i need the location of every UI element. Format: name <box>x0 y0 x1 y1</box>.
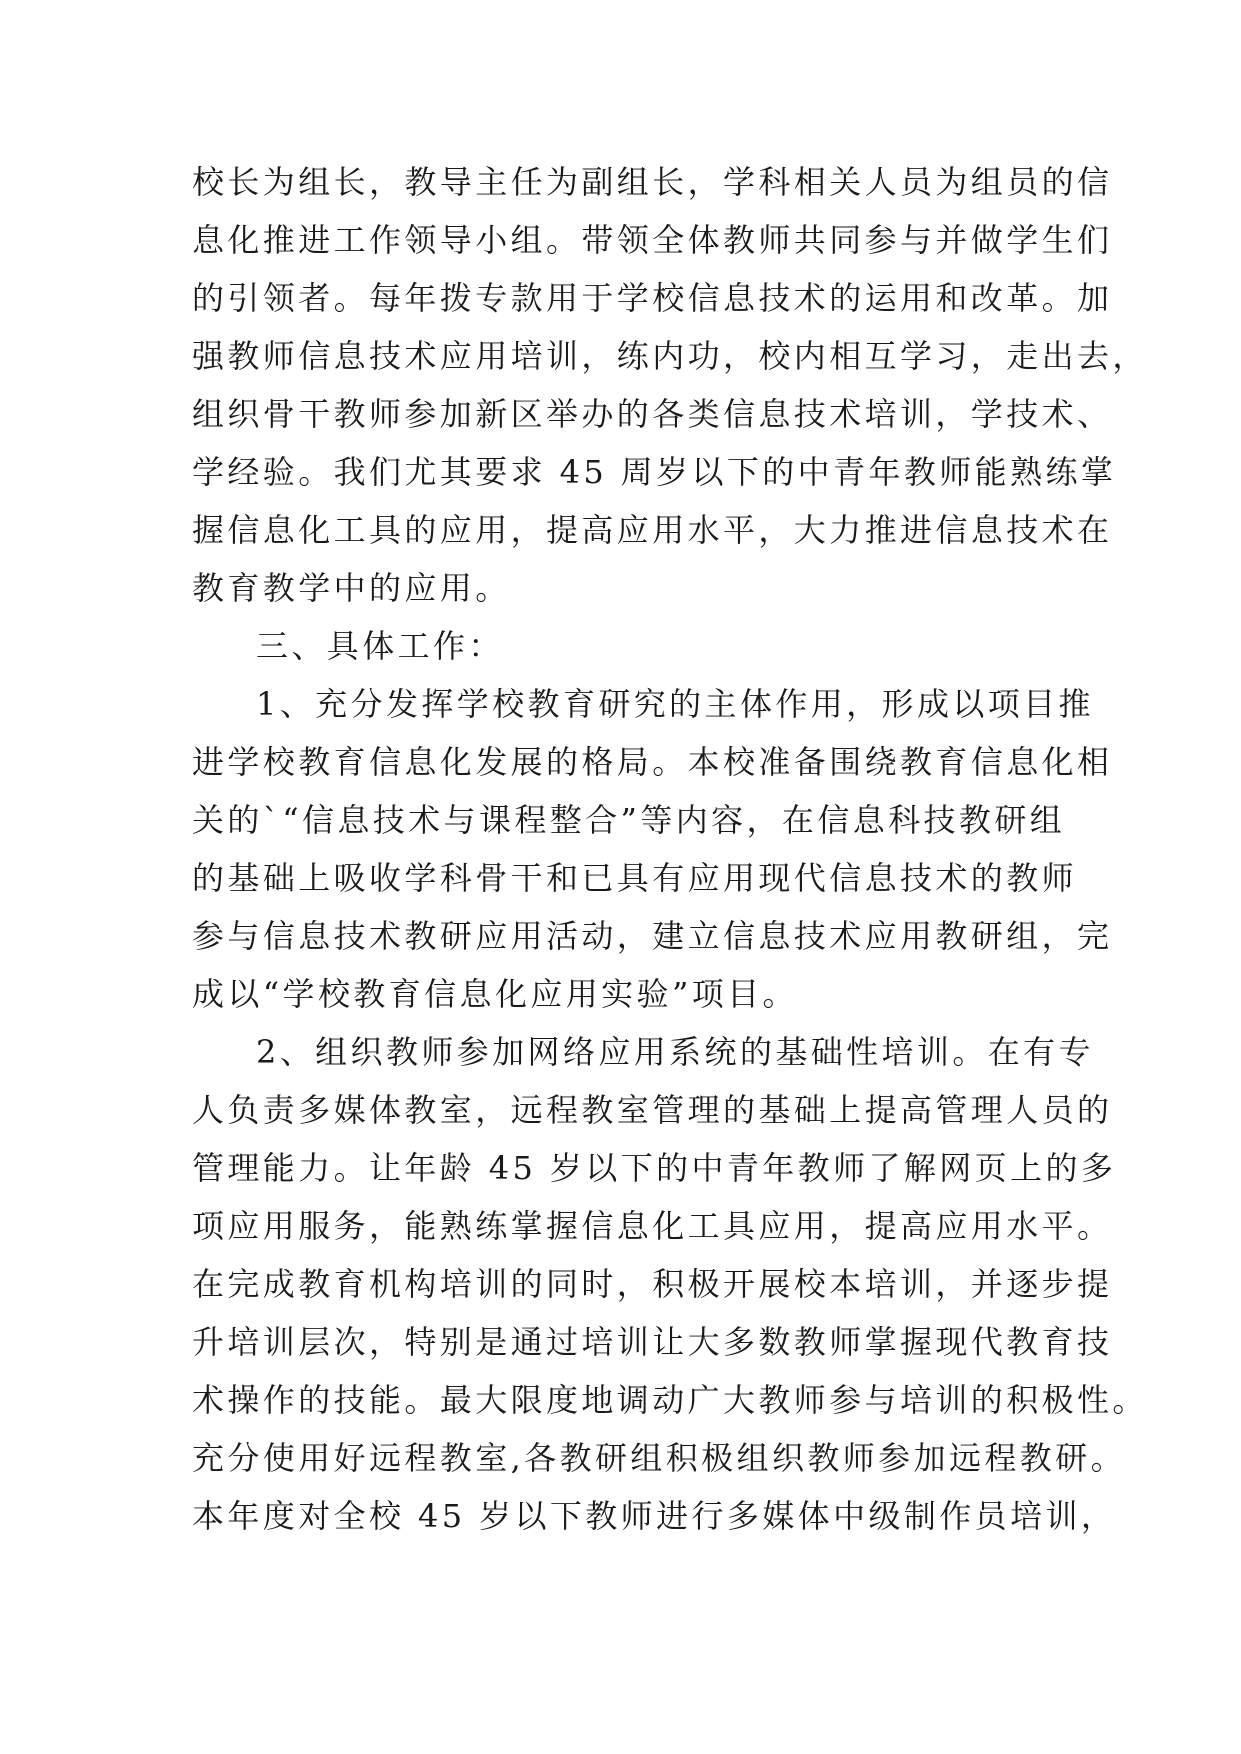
text-line: 校长为组长，教导主任为副组长，学科相关人员为组员的信 <box>192 163 1113 201</box>
text-line: 息化推进工作领导小组。带领全体教师共同参与并做学生们 <box>192 221 1113 259</box>
text-line: 的基础上吸收学科骨干和已具有应用现代信息技术的教师 <box>192 859 1078 897</box>
text-line: 教育教学中的应用。 <box>192 569 511 607</box>
text-line: 术操作的技能。最大限度地调动广大教师参与培训的积极性。 <box>192 1381 1148 1419</box>
document-body <box>192 153 1148 1545</box>
text-line: 握信息化工具的应用，提高应用水平，大力推进信息技术在 <box>192 511 1113 549</box>
text-line: 进学校教育信息化发展的格局。本校准备围绕教育信息化相 <box>192 743 1113 781</box>
text-line: 的引领者。每年拨专款用于学校信息技术的运用和改革。加 <box>192 279 1113 317</box>
text-line: 升培训层次，特别是通过培训让大多数教师掌握现代教育技 <box>192 1323 1113 1361</box>
text-line: 项应用服务，能熟练掌握信息化工具应用，提高应用水平。 <box>192 1207 1113 1245</box>
text-line: 学经验。我们尤其要求 45 周岁以下的中青年教师能熟练掌 <box>192 453 1117 491</box>
text-line: 成以“学校教育信息化应用实验”项目。 <box>192 975 798 1013</box>
text-line: 在完成教育机构培训的同时，积极开展校本培训，并逐步提 <box>192 1265 1113 1303</box>
text-line: 强教师信息技术应用培训，练内功，校内相互学习，走出去， <box>192 337 1148 375</box>
paragraph-first-line: 1、充分发挥学校教育研究的主体作用，形成以项目推 <box>256 685 1094 723</box>
paragraph-first-line: 2、组织教师参加网络应用系统的基础性培训。在有专 <box>256 1033 1094 1071</box>
section-heading: 三、具体工作： <box>256 627 504 665</box>
text-line: 本年度对全校 45 岁以下教师进行多媒体中级制作员培训， <box>192 1497 1117 1535</box>
text-line: 组织骨干教师参加新区举办的各类信息技术培训，学技术、 <box>192 395 1113 433</box>
text-line: 充分使用好远程教室,各教研组积极组织教师参加远程教研。 <box>192 1439 1126 1477</box>
text-line: 关的`“信息技术与课程整合”等内容，在信息科技教研组 <box>192 801 1066 839</box>
text-line: 参与信息技术教研应用活动，建立信息技术应用教研组，完 <box>192 917 1113 955</box>
text-line: 人负责多媒体教室，远程教室管理的基础上提高管理人员的 <box>192 1091 1113 1129</box>
text-line: 管理能力。让年龄 45 岁以下的中青年教师了解网页上的多 <box>192 1149 1117 1187</box>
